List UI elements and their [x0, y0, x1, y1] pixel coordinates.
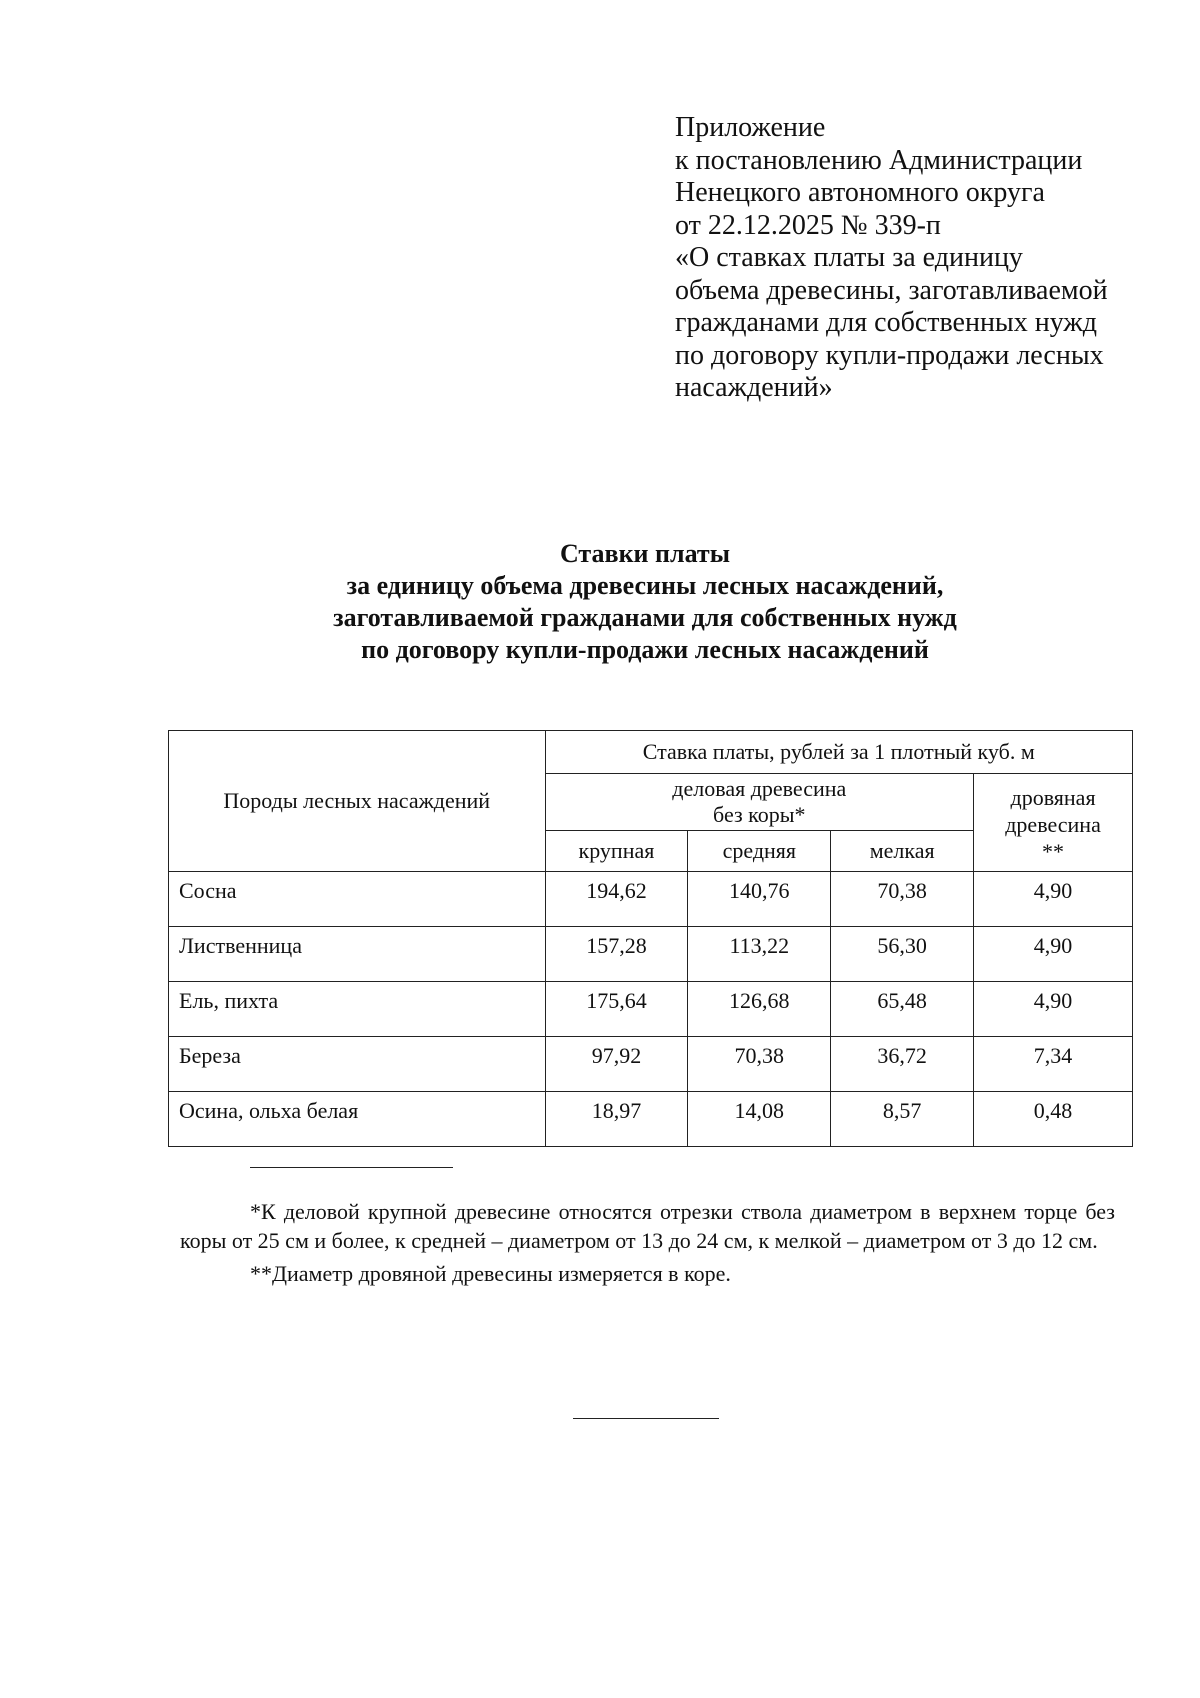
footnote-firewood: **Диаметр дровяной древесины измеряется в коре.: [250, 1261, 731, 1286]
rate-cell-large: 157,28: [545, 927, 688, 982]
rate-cell-firewood: 4,90: [974, 927, 1133, 982]
species-cell: Осина, ольха белая: [169, 1092, 546, 1147]
appendix-line: Приложение: [675, 112, 826, 143]
title-line: Ставки платы: [560, 539, 730, 568]
business-wood-header: [545, 774, 974, 831]
table-row: [169, 1037, 1133, 1092]
rate-cell-large: 194,62: [545, 872, 688, 927]
title-line: по договору купли-продажи лесных насаждений: [361, 635, 929, 664]
footnotes: [180, 1197, 1115, 1288]
rate-cell-firewood: 7,34: [974, 1037, 1133, 1092]
business-header-line: без коры*: [713, 802, 806, 827]
species-cell: Береза: [169, 1037, 546, 1092]
appendix-line: «О ставках платы за единицу: [675, 242, 1023, 273]
column-header-large: крупная: [545, 831, 688, 872]
table-row: [169, 982, 1133, 1037]
table-row: [169, 927, 1133, 982]
firewood-header-line: **: [1042, 839, 1065, 864]
title-line: за единицу объема древесины лесных насаждений,: [346, 571, 944, 600]
appendix-line: Ненецкого автономного округа: [675, 177, 1045, 208]
species-cell: Сосна: [169, 872, 546, 927]
rate-cell-medium: 126,68: [688, 982, 831, 1037]
rate-cell-firewood: 4,90: [974, 982, 1133, 1037]
rate-cell-firewood: 4,90: [974, 872, 1133, 927]
firewood-header: [974, 774, 1133, 872]
end-separator: [573, 1418, 719, 1419]
rate-cell-small: 70,38: [831, 872, 974, 927]
appendix-line: по договору купли-продажи лесных: [675, 339, 1104, 371]
rate-cell-small: 36,72: [831, 1037, 974, 1092]
appendix-line: к постановлению Администрации: [675, 144, 1083, 176]
title-line: заготавливаемой гражданами для собственных нужд: [333, 603, 957, 632]
rate-cell-medium: 113,22: [688, 927, 831, 982]
business-header-line: деловая древесина: [672, 776, 847, 801]
appendix-line: насаждений»: [675, 372, 833, 403]
rates-table: [168, 730, 1133, 1147]
rate-cell-small: 65,48: [831, 982, 974, 1037]
column-header-small: мелкая: [831, 831, 974, 872]
firewood-header-line: дровяная: [1010, 785, 1096, 810]
footnote-business-wood: *К деловой крупной древесине относятся отрезки ствола диаметром в верхнем торце без коры от 25 см и более, к средней – диаметром от 13 до 24 см, к мелкой – диаметром от 3 до 12 см.: [180, 1199, 1115, 1253]
appendix-block: [675, 112, 1155, 405]
footnote-separator: [250, 1167, 453, 1168]
appendix-line: гражданами для собственных нужд: [675, 307, 1097, 338]
rate-cell-medium: 70,38: [688, 1037, 831, 1092]
column-header-medium: средняя: [688, 831, 831, 872]
appendix-line: от 22.12.2025 № 339-п: [675, 209, 941, 241]
firewood-header-line: древесина: [1005, 812, 1101, 837]
rate-cell-large: 175,64: [545, 982, 688, 1037]
rate-cell-large: 97,92: [545, 1037, 688, 1092]
appendix-line: объема древесины, заготавливаемой: [675, 274, 1108, 306]
species-cell: Лиственница: [169, 927, 546, 982]
rate-cell-firewood: 0,48: [974, 1092, 1133, 1147]
rate-cell-medium: 14,08: [688, 1092, 831, 1147]
rate-cell-large: 18,97: [545, 1092, 688, 1147]
rate-cell-small: 56,30: [831, 927, 974, 982]
rate-cell-small: 8,57: [831, 1092, 974, 1147]
species-header: Породы лесных насаждений: [169, 731, 546, 872]
rate-cell-medium: 140,76: [688, 872, 831, 927]
table-row: [169, 872, 1133, 927]
document-title: [0, 538, 1200, 666]
species-cell: Ель, пихта: [169, 982, 546, 1037]
table-row: [169, 1092, 1133, 1147]
rate-header: Ставка платы, рублей за 1 плотный куб. м: [545, 731, 1132, 774]
